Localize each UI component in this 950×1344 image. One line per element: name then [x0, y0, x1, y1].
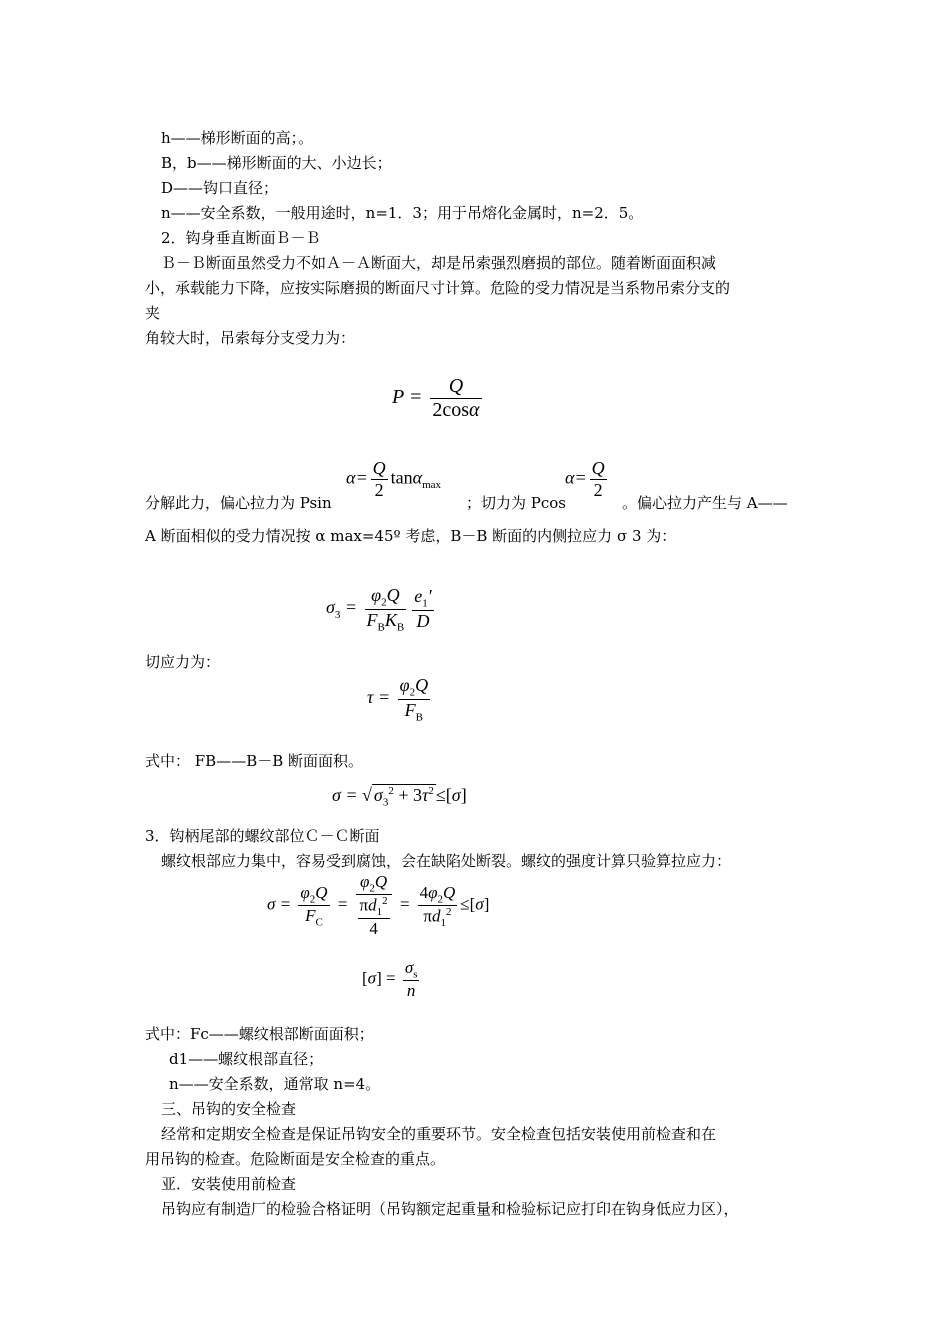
text-line: n——安全系数，通常取 n=4。: [169, 1075, 381, 1093]
formula-p: P = $\frac{Q}{2\cos\alpha}$: [392, 375, 480, 421]
formula-allowable-stress: [σ] = $\frac{\sigma_s}{n}$: [362, 958, 418, 1001]
formula-alpha-tan: α= $\frac{Q}{2}$ tanα$_{max}$: [346, 458, 442, 500]
text-line: 分解此力，偏心拉力为 Psin: [145, 494, 332, 512]
section-heading: 3．钩柄尾部的螺纹部位Ｃ－Ｃ断面: [145, 827, 380, 845]
text-line: 经常和定期安全检查是保证吊钩安全的重要环节。安全检查包括安装使用前检查和在: [161, 1125, 717, 1143]
text-line: n——安全系数，一般用途时，n=1．3；用于吊熔化金属时，n=2．5。: [161, 204, 644, 222]
text-line: 螺纹根部应力集中，容易受到腐蚀，会在缺陷处断裂。螺纹的强度计算只验算拉应力：: [161, 852, 732, 870]
formula-sigma-sqrt: σ = √ $\sigma_3^2 + 3\tau^2 \le[\sigma]$: [332, 785, 467, 809]
text-line: h——梯形断面的高；。: [161, 129, 314, 147]
text-line: D——钩口直径；: [161, 179, 279, 197]
section-heading: 2．钩身垂直断面Ｂ－Ｂ: [161, 229, 321, 247]
text-line: d1——螺纹根部直径；: [169, 1050, 324, 1068]
text-line: 切应力为：: [145, 653, 221, 671]
formula-sigma3: $\sigma_3$ = $\frac{\varphi_2Q}{F_BK_B}$ $\frac{e_1'}{D}$: [326, 585, 432, 634]
text-line: 式中： FB——B－B 断面面积。: [145, 752, 364, 770]
section-heading: 亚．安装使用前检查: [161, 1175, 297, 1193]
text-line: 。偏心拉力产生与 A——: [622, 494, 788, 512]
text-line: A 断面相似的受力情况按 α max=45º 考虑，B－B 断面的内侧拉应力 σ 3 为：: [145, 527, 677, 545]
formula-thread-stress: σ = $\frac{\varphi_2Q}{F_C}$ = $\frac{\varphi_2Q}{\frac{\pi d_1^2}{4}}$ = $\frac{4\varphi_2Q}{\pi d_1^2}$ ≤[σ]: [267, 872, 490, 939]
text-line: 小，承载能力下降，应按实际磨损的断面尺寸计算。危险的受力情况是当系物吊索分支的: [145, 279, 731, 297]
text-line: 角较大时，吊索每分支受力为：: [145, 329, 356, 347]
formula-tau: τ = $\frac{\varphi_2Q}{F_B}$: [367, 675, 429, 724]
section-heading: 三、吊钩的安全检查: [161, 1100, 297, 1118]
text-line: Ｂ－Ｂ断面虽然受力不如Ａ－Ａ断面大，却是吊索强烈磨损的部位。随着断面面积减: [161, 254, 717, 272]
text-line: 夹: [145, 304, 161, 322]
text-line: 式中：Fc——螺纹根部断面面积；: [145, 1025, 374, 1043]
text-line: ；切力为 Pcos: [466, 494, 566, 512]
formula-alpha-half: α= $\frac{Q}{2}$: [565, 458, 605, 500]
text-line: 吊钩应有制造厂的检验合格证明（吊钩额定起重量和检验标记应打印在钩身低应力区），: [161, 1200, 739, 1218]
text-line: B，b——梯形断面的大、小边长；: [161, 154, 392, 172]
text-line: 用吊钩的检查。危险断面是安全检查的重点。: [145, 1150, 446, 1168]
